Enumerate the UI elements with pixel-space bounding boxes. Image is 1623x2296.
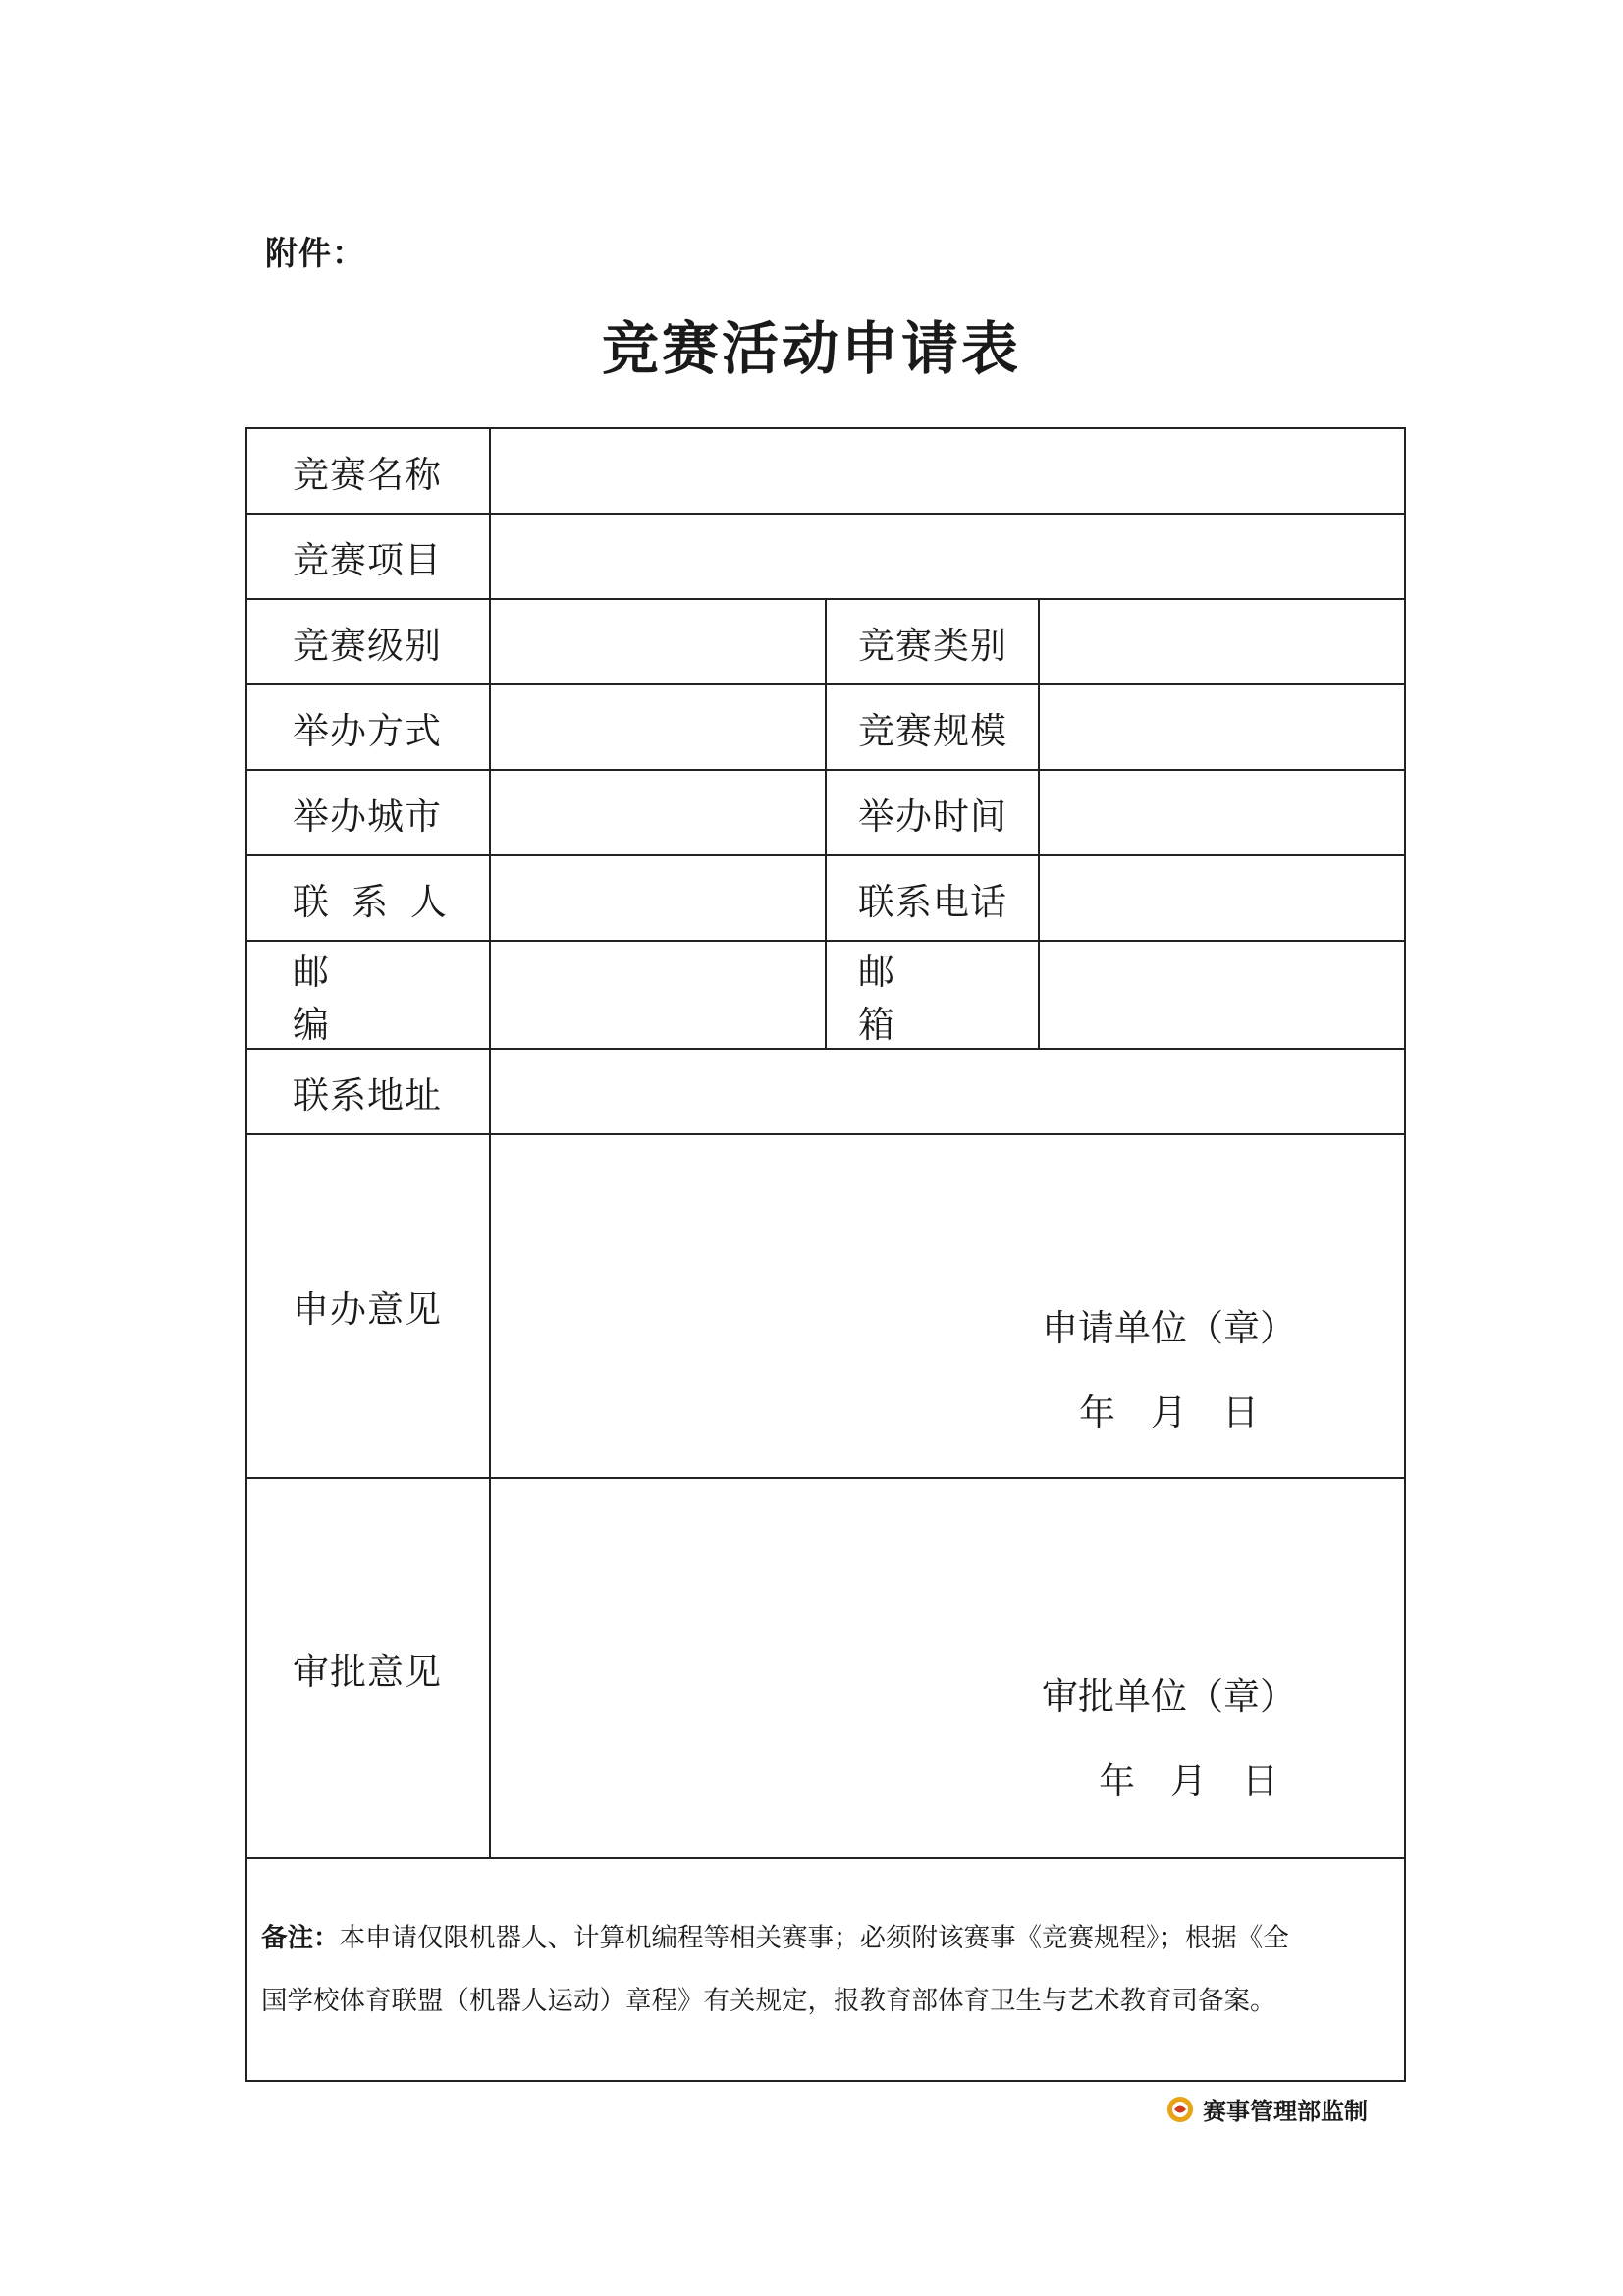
date-year: 年 — [1099, 1760, 1136, 1802]
approval-sign-block — [1042, 1655, 1296, 1824]
label-approval-opinion: 审批意见 — [246, 1478, 490, 1858]
date-month: 月 — [1151, 1392, 1188, 1434]
label-host-time: 举办时间 — [826, 770, 1039, 855]
label-competition-scale: 竞赛规模 — [826, 684, 1039, 770]
row-competition-name — [246, 428, 1405, 514]
footer-mark — [1165, 2092, 1368, 2126]
label-postcode: 邮编 — [246, 941, 490, 1049]
field-application-opinion[interactable] — [490, 1134, 1405, 1478]
row-method-scale — [246, 684, 1405, 770]
field-contact-person[interactable] — [490, 855, 826, 941]
field-email[interactable] — [1039, 941, 1405, 1049]
row-address — [246, 1049, 1405, 1134]
field-host-time[interactable] — [1039, 770, 1405, 855]
field-competition-item[interactable] — [490, 514, 1405, 599]
field-contact-phone[interactable] — [1039, 855, 1405, 941]
approval-unit-label: 审批单位（章） — [1042, 1675, 1297, 1718]
applicant-date-line — [1042, 1371, 1296, 1455]
row-city-time — [246, 770, 1405, 855]
label-host-city: 举办城市 — [246, 770, 490, 855]
note-text-1: 本申请仅限机器人、计算机编程等相关赛事；必须附该赛事《竞赛规程》；根据《全 — [339, 1922, 1289, 1953]
applicant-unit-label: 申请单位（章） — [1042, 1307, 1297, 1349]
row-note — [246, 1858, 1405, 2081]
row-postcode-email — [246, 941, 1405, 1049]
field-host-method[interactable] — [490, 684, 826, 770]
field-competition-category[interactable] — [1039, 599, 1405, 684]
label-competition-level: 竞赛级别 — [246, 599, 490, 684]
date-day: 日 — [1222, 1392, 1260, 1434]
label-contact-address: 联系地址 — [246, 1049, 490, 1134]
row-contact — [246, 855, 1405, 941]
page-title: 竞赛活动申请表 — [601, 315, 1021, 382]
applicant-sign-block — [1042, 1286, 1296, 1455]
field-competition-name[interactable] — [490, 428, 1405, 514]
row-level-category — [246, 599, 1405, 684]
row-competition-item — [246, 514, 1405, 599]
label-contact-person: 联系人 — [246, 855, 490, 941]
label-application-opinion: 申办意见 — [246, 1134, 490, 1478]
field-competition-level[interactable] — [490, 599, 826, 684]
note-line-1 — [261, 1907, 1390, 1970]
date-day: 日 — [1242, 1760, 1279, 1802]
label-host-method: 举办方式 — [246, 684, 490, 770]
field-approval-opinion[interactable] — [490, 1478, 1405, 1858]
label-competition-name: 竞赛名称 — [246, 428, 490, 514]
field-competition-scale[interactable] — [1039, 684, 1405, 770]
date-month: 月 — [1170, 1760, 1208, 1802]
row-application-opinion — [246, 1134, 1405, 1478]
field-host-city[interactable] — [490, 770, 826, 855]
label-email: 邮箱 — [826, 941, 1039, 1049]
label-competition-category: 竞赛类别 — [826, 599, 1039, 684]
attachment-label: 附件： — [265, 234, 365, 272]
note-cell — [246, 1858, 1405, 2081]
note-label: 备注： — [261, 1922, 340, 1953]
footer-mark-text: 赛事管理部监制 — [1203, 2098, 1368, 2125]
label-contact-phone: 联系电话 — [826, 855, 1039, 941]
field-contact-address[interactable] — [490, 1049, 1405, 1134]
application-form — [245, 427, 1406, 2082]
field-postcode[interactable] — [490, 941, 826, 1049]
label-competition-item: 竞赛项目 — [246, 514, 490, 599]
supervisor-logo-icon — [1165, 2095, 1195, 2124]
approval-date-line — [1042, 1739, 1296, 1824]
row-approval-opinion — [246, 1478, 1405, 1858]
date-year: 年 — [1079, 1392, 1116, 1434]
note-line-2: 国学校体育联盟（机器人运动）章程》有关规定，报教育部体育卫生与艺术教育司备案。 — [261, 1985, 1276, 2016]
